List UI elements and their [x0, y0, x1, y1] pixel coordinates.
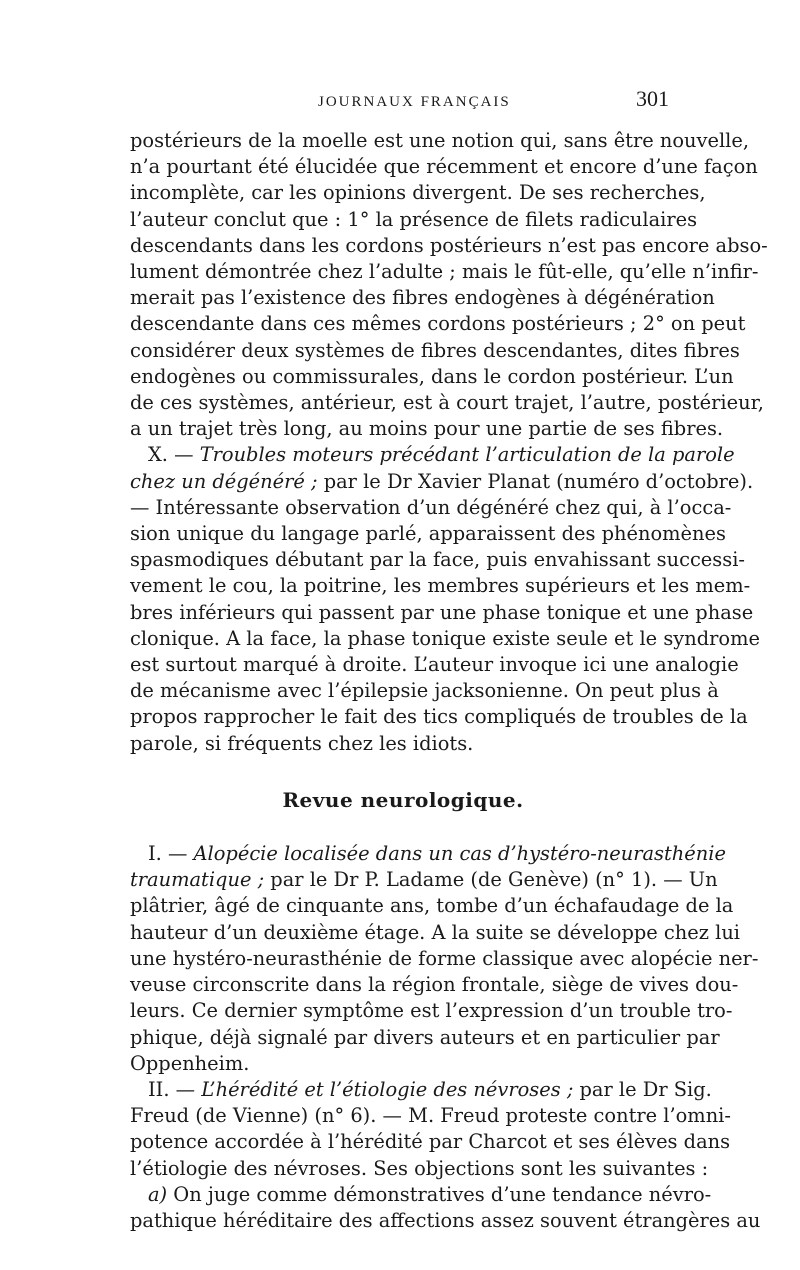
paragraph-3 [130, 841, 759, 1077]
paragraph-1 [130, 128, 768, 442]
text-line: une hystéro-neurasthénie de forme classique avec alopécie ner- [130, 946, 759, 970]
text-line: pathique héréditaire des affections assez souvent étrangères au [130, 1208, 761, 1232]
article-title: Alopécie localisée dans un cas d’hystéro-neurasthénie [193, 842, 726, 866]
text-line: hauteur d’un deuxième étage. A la suite se développe chez lui [130, 920, 741, 944]
text-line: plâtrier, âgé de cinquante ans, tombe d’un échafaudage de la [130, 894, 734, 918]
text-line: postérieurs de la moelle est une notion qui, sans être nouvelle, [130, 129, 750, 152]
text-line: leurs. Ce dernier symptôme est l’expression d’un trouble tro- [130, 999, 733, 1023]
paragraph-3-second-line: traumatique ; par le Dr P. Ladame (de Genève) (n° 1). — Un [130, 868, 718, 892]
article-title: L’hérédité et l’étiologie des névroses ; [201, 1077, 574, 1101]
text-line: merait pas l’existence des fibres endogènes à dégénération [130, 286, 715, 310]
text-line: bres inférieurs qui passent par une phase tonique et une phase [130, 600, 754, 624]
text-line: Freud (de Vienne) (n° 6). — M. Freud proteste contre l’omni- [130, 1104, 731, 1128]
text-line: clonique. A la face, la phase tonique existe seule et le syndrome [130, 626, 760, 650]
text-line: descendante dans ces mêmes cordons postérieurs ; 2° on peut [130, 312, 746, 336]
article-title-continued: traumatique ; [130, 868, 265, 892]
paragraph-5-lines [130, 1208, 761, 1234]
paragraph-2-lines [130, 495, 760, 757]
running-title: JOURNAUX FRANÇAIS [318, 94, 511, 110]
article-title-continued: chez un dégénéré ; [130, 469, 318, 493]
text-line: n’a pourtant été élucidée que récemment et encore d’une façon [130, 155, 758, 179]
text-line: a un trajet très long, au moins pour une partie de ses fibres. [130, 417, 724, 441]
paragraph-2 [130, 442, 760, 756]
paragraph-3-lines [130, 893, 759, 1076]
text-line: l’auteur conclut que : 1° la présence de filets radiculaires [130, 207, 698, 231]
section-title: Revue neurologique. [282, 787, 524, 812]
text-line: veuse circonscrite dans la région frontale, siège de vives dou- [130, 973, 739, 997]
text-line: de ces systèmes, antérieur, est à court trajet, l’autre, postérieur, [130, 391, 764, 415]
paragraph-4 [130, 1077, 731, 1182]
text-line: phique, déjà signalé par divers auteurs et en particulier par [130, 1025, 720, 1049]
body-text [130, 128, 768, 1234]
text-line: propos rapprocher le fait des tics compliqués de troubles de la [130, 705, 748, 729]
text-line: spasmodiques débutant par la face, puis envahissant successi- [130, 548, 745, 572]
text-line: parole, si fréquents chez les idiots. [130, 731, 474, 755]
text-line: l’étiologie des névroses. Ses objections sont les suivantes : [130, 1156, 709, 1180]
text-line: lument démontrée chez l’adulte ; mais le fût-elle, qu’elle n’infir- [130, 260, 759, 284]
paragraph-5 [130, 1182, 761, 1234]
paragraph-2-second-line: chez un dégénéré ; par le Dr Xavier Planat (numéro d’octobre). [130, 469, 754, 493]
paragraph-5-first-line: a) On juge comme démonstratives d’une tendance névro- [148, 1182, 712, 1206]
text-line: considérer deux systèmes de fibres descendantes, dites fibres [130, 338, 740, 362]
paragraph-4-heading-line: II. — L’hérédité et l’étiologie des névroses ; par le Dr Sig. [148, 1077, 712, 1101]
text-line: endogènes ou commissurales, dans le cordon postérieur. L’un [130, 364, 734, 388]
text-line: sion unique du langage parlé, apparaissent des phénomènes [130, 522, 726, 546]
paragraph-4-lines [130, 1103, 731, 1182]
text-line: vement le cou, la poitrine, les membres supérieurs et les mem- [130, 574, 751, 598]
article-title: Troubles moteurs précédant l’articulation de la parole [199, 443, 735, 467]
text-line: est surtout marqué à droite. L’auteur invoque ici une analogie [130, 653, 739, 677]
text-line: descendants dans les cordons postérieurs n’est pas encore abso- [130, 233, 768, 257]
page-number: 301 [636, 86, 669, 111]
text-line: incomplète, car les opinions divergent. De ses recherches, [130, 181, 706, 205]
text-line: de mécanisme avec l’épilepsie jacksonienne. On peut plus à [130, 679, 719, 703]
paragraph-3-heading-line: I. — Alopécie localisée dans un cas d’hystéro-neurasthénie [148, 842, 726, 866]
text-line: Oppenheim. [130, 1051, 250, 1075]
text-line: potence accordée à l’hérédité par Charcot et ses élèves dans [130, 1130, 731, 1154]
paragraph-2-heading-line: X. — Troubles moteurs précédant l’articulation de la parole [148, 443, 735, 467]
page-header [0, 84, 800, 124]
text-line: — Intéressante observation d’un dégénéré chez qui, à l’occa- [130, 495, 732, 519]
